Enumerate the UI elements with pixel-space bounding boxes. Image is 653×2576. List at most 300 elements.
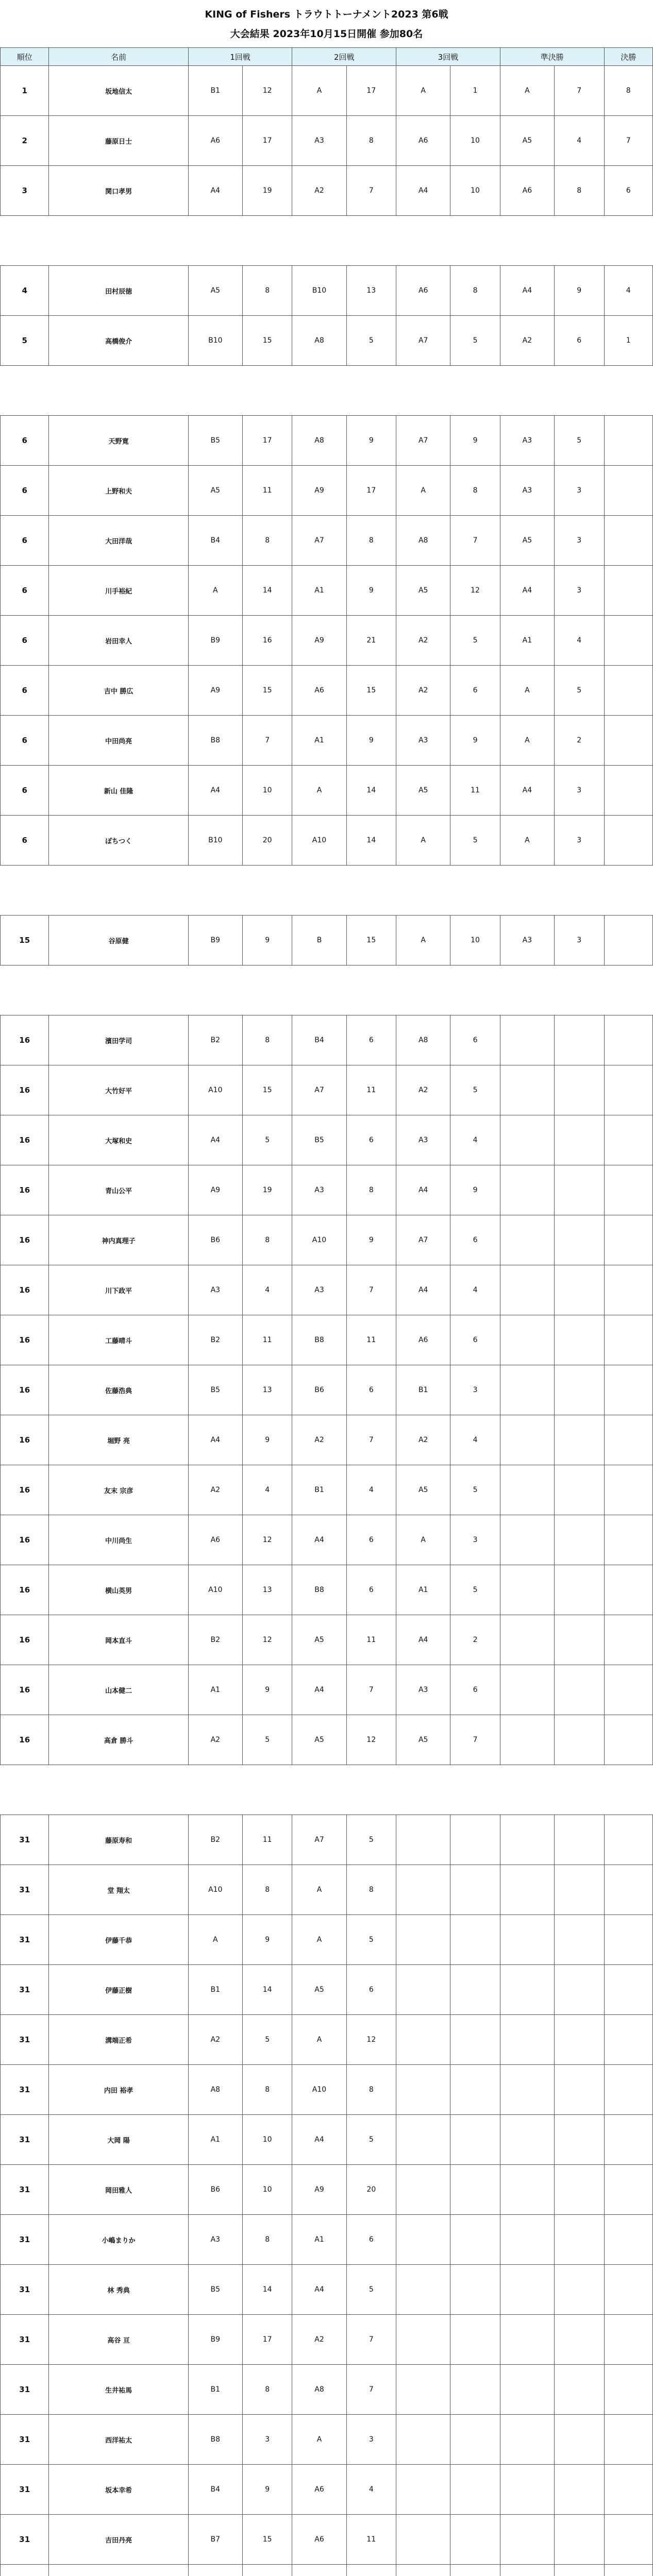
round2-count-cell: 12 — [346, 2015, 396, 2065]
final-count-cell — [604, 416, 653, 466]
final-count-cell — [604, 1115, 653, 1165]
round1-count-cell: 11 — [242, 1315, 292, 1365]
table-row — [1, 2265, 653, 2315]
round1-area-cell: A10 — [188, 1065, 242, 1115]
round1-count-cell: 5 — [242, 2015, 292, 2065]
round2-count-cell: 5 — [346, 1915, 396, 1965]
round3-area-cell: A5 — [396, 566, 450, 616]
semifinal-area-cell — [500, 1215, 554, 1265]
semifinal-count-cell: 9 — [554, 266, 604, 316]
final-count-cell — [604, 2415, 653, 2465]
round2-area-cell: A — [292, 66, 346, 116]
round2-count-cell: 9 — [346, 1215, 396, 1265]
round2-area-cell: A1 — [292, 2215, 346, 2265]
round3-area-cell — [396, 2215, 450, 2265]
round3-count-cell: 4 — [450, 1115, 500, 1165]
round2-count-cell: 7 — [346, 166, 396, 216]
round1-area-cell: B8 — [188, 2415, 242, 2465]
round1-count-cell: 3 — [242, 2415, 292, 2465]
round3-count-cell — [450, 1815, 500, 1865]
round3-count-cell: 7 — [450, 1715, 500, 1765]
round3-area-cell: A — [396, 916, 450, 965]
final-count-cell: 8 — [604, 66, 653, 116]
page-title: KING of Fishers トラウトトーナメント2023 第6戦 — [205, 9, 448, 20]
round1-area-cell: A4 — [188, 1415, 242, 1465]
player-name-cell: 高谷 亘 — [49, 2315, 188, 2365]
round2-area-cell: A9 — [292, 616, 346, 666]
round3-area-cell — [396, 2265, 450, 2315]
rank-cell: 31 — [1, 2365, 49, 2415]
round1-area-cell: B1 — [188, 2365, 242, 2415]
semifinal-count-cell — [554, 2115, 604, 2165]
rank-cell: 3 — [1, 166, 49, 216]
round2-area-cell: A10 — [292, 2065, 346, 2115]
rank-cell: 16 — [1, 1015, 49, 1065]
rank-cell: 31 — [1, 2065, 49, 2115]
round2-count-cell: 11 — [346, 2515, 396, 2565]
round2-count-cell: 4 — [346, 2465, 396, 2515]
rank-cell: 2 — [1, 116, 49, 166]
round3-count-cell: 12 — [450, 566, 500, 616]
table-row — [1, 1165, 653, 1215]
round3-count-cell — [450, 2015, 500, 2065]
table-row — [1, 666, 653, 716]
round2-count-cell: 21 — [346, 616, 396, 666]
table-row — [1, 2565, 653, 2576]
round2-count-cell: 9 — [346, 416, 396, 466]
round1-count-cell: 13 — [242, 1565, 292, 1615]
round3-area-cell: A5 — [396, 1465, 450, 1515]
semifinal-count-cell: 3 — [554, 466, 604, 516]
round2-area-cell: A1 — [292, 716, 346, 766]
round3-count-cell: 7 — [450, 516, 500, 566]
semifinal-count-cell — [554, 1515, 604, 1565]
round3-area-cell — [396, 2165, 450, 2215]
round1-count-cell: 8 — [242, 2065, 292, 2115]
round2-count-cell: 7 — [346, 1265, 396, 1315]
group-separator — [1, 216, 653, 266]
round2-count-cell: 5 — [346, 2265, 396, 2315]
semifinal-count-cell — [554, 2065, 604, 2115]
semifinal-area-cell: A4 — [500, 266, 554, 316]
table-row — [1, 1215, 653, 1265]
round3-area-cell: A5 — [396, 766, 450, 816]
round3-count-cell — [450, 2515, 500, 2565]
title-block — [0, 0, 653, 47]
round2-area-cell: A6 — [292, 2515, 346, 2565]
round1-area-cell: B4 — [188, 2465, 242, 2515]
round2-area-cell: B6 — [292, 1365, 346, 1415]
group-separator — [1, 1765, 653, 1815]
column-header-name: 名前 — [49, 48, 188, 66]
round1-count-cell: 20 — [242, 816, 292, 866]
round1-area-cell: B5 — [188, 2265, 242, 2315]
round2-area-cell: A3 — [292, 116, 346, 166]
final-count-cell — [604, 516, 653, 566]
round2-count-cell: 4 — [346, 1465, 396, 1515]
round1-count-cell: 8 — [242, 2215, 292, 2265]
semifinal-area-cell — [500, 2165, 554, 2215]
rank-cell: 31 — [1, 1815, 49, 1865]
round2-area-cell: A — [292, 766, 346, 816]
round2-count-cell: 9 — [346, 566, 396, 616]
round3-count-cell: 5 — [450, 616, 500, 666]
player-name-cell — [49, 2565, 188, 2576]
round2-area-cell: A2 — [292, 2315, 346, 2365]
round1-count-cell: 12 — [242, 1615, 292, 1665]
round3-area-cell: A6 — [396, 116, 450, 166]
round3-area-cell — [396, 2415, 450, 2465]
rank-cell: 6 — [1, 566, 49, 616]
round2-count-cell: 17 — [346, 466, 396, 516]
final-count-cell — [604, 1415, 653, 1465]
semifinal-count-cell: 2 — [554, 716, 604, 766]
round1-area-cell: A8 — [188, 2065, 242, 2115]
rank-cell: 16 — [1, 1715, 49, 1765]
round3-area-cell: A — [396, 466, 450, 516]
semifinal-area-cell: A — [500, 816, 554, 866]
semifinal-count-cell — [554, 1465, 604, 1515]
round3-area-cell — [396, 2465, 450, 2515]
player-name-cell: 大竹好平 — [49, 1065, 188, 1115]
final-count-cell — [604, 2315, 653, 2365]
round1-count-cell: 17 — [242, 2315, 292, 2365]
player-name-cell: 新山 佳隆 — [49, 766, 188, 816]
rank-cell: 16 — [1, 1515, 49, 1565]
round2-area-cell: B10 — [292, 266, 346, 316]
round1-count-cell: 9 — [242, 1665, 292, 1715]
table-row — [1, 66, 653, 116]
round3-count-cell: 6 — [450, 1015, 500, 1065]
round2-area-cell: A6 — [292, 2465, 346, 2515]
column-header-rank: 順位 — [1, 48, 49, 66]
semifinal-count-cell — [554, 1565, 604, 1615]
round1-area-cell: B2 — [188, 1015, 242, 1065]
round2-count-cell: 8 — [346, 516, 396, 566]
player-name-cell: 大田洋哉 — [49, 516, 188, 566]
round1-count-cell: 8 — [242, 1015, 292, 1065]
semifinal-area-cell — [500, 1015, 554, 1065]
column-header-final: 決勝 — [604, 48, 653, 66]
table-row — [1, 1615, 653, 1665]
round2-area-cell: A8 — [292, 316, 346, 366]
semifinal-count-cell — [554, 1665, 604, 1715]
final-count-cell — [604, 616, 653, 666]
round1-count-cell: 11 — [242, 1815, 292, 1865]
rank-cell: 31 — [1, 2165, 49, 2215]
round1-count-cell: 12 — [242, 66, 292, 116]
player-name-cell: 坂本幸希 — [49, 2465, 188, 2515]
rank-cell: 16 — [1, 1665, 49, 1715]
semifinal-area-cell — [500, 1165, 554, 1215]
round2-count-cell: 3 — [346, 2415, 396, 2465]
round2-area-cell: B4 — [292, 1015, 346, 1065]
final-count-cell — [604, 1915, 653, 1965]
round1-area-cell: A5 — [188, 266, 242, 316]
player-name-cell: 西洋祐太 — [49, 2415, 188, 2465]
semifinal-area-cell — [500, 1065, 554, 1115]
player-name-cell: 吉田丹亮 — [49, 2515, 188, 2565]
semifinal-area-cell — [500, 2465, 554, 2515]
round2-count-cell: 9 — [346, 716, 396, 766]
player-name-cell: 中田尚亮 — [49, 716, 188, 766]
final-count-cell — [604, 1365, 653, 1415]
semifinal-area-cell — [500, 1565, 554, 1615]
table-row — [1, 566, 653, 616]
semifinal-count-cell — [554, 2215, 604, 2265]
semifinal-count-cell — [554, 1615, 604, 1665]
semifinal-count-cell — [554, 2465, 604, 2515]
table-row — [1, 1565, 653, 1615]
table-row — [1, 1515, 653, 1565]
round2-count-cell: 6 — [346, 1365, 396, 1415]
group-separator — [1, 366, 653, 416]
table-row — [1, 116, 653, 166]
final-count-cell — [604, 2015, 653, 2065]
semifinal-count-cell: 4 — [554, 616, 604, 666]
round2-area-cell: A — [292, 1915, 346, 1965]
table-row — [1, 2365, 653, 2415]
round2-count-cell — [346, 2565, 396, 2576]
semifinal-area-cell: A — [500, 66, 554, 116]
player-name-cell: 岡本直斗 — [49, 1615, 188, 1665]
round3-count-cell: 9 — [450, 716, 500, 766]
round1-area-cell: B2 — [188, 1315, 242, 1365]
round1-count-cell: 19 — [242, 1165, 292, 1215]
final-count-cell — [604, 1265, 653, 1315]
semifinal-count-cell — [554, 2315, 604, 2365]
round3-area-cell: A3 — [396, 1115, 450, 1165]
round3-area-cell: A3 — [396, 1665, 450, 1715]
semifinal-area-cell — [500, 1665, 554, 1715]
table-row — [1, 1715, 653, 1765]
round2-area-cell: A5 — [292, 1715, 346, 1765]
table-row — [1, 416, 653, 466]
round1-count-cell: 16 — [242, 616, 292, 666]
rank-cell: 6 — [1, 616, 49, 666]
round3-area-cell — [396, 2115, 450, 2165]
semifinal-area-cell — [500, 2365, 554, 2415]
round1-count-cell: 9 — [242, 2465, 292, 2515]
semifinal-area-cell — [500, 2215, 554, 2265]
player-name-cell: 田村辰徳 — [49, 266, 188, 316]
rank-cell: 1 — [1, 66, 49, 116]
semifinal-area-cell — [500, 1465, 554, 1515]
round2-area-cell: B8 — [292, 1565, 346, 1615]
round2-area-cell: A — [292, 2415, 346, 2465]
semifinal-count-cell: 5 — [554, 666, 604, 716]
rank-cell: 31 — [1, 1915, 49, 1965]
final-count-cell — [604, 1615, 653, 1665]
semifinal-count-cell: 5 — [554, 416, 604, 466]
final-count-cell — [604, 466, 653, 516]
round3-area-cell: A2 — [396, 666, 450, 716]
round3-area-cell: A4 — [396, 1615, 450, 1665]
semifinal-count-cell — [554, 1265, 604, 1315]
round1-area-cell: B10 — [188, 316, 242, 366]
round3-area-cell: A4 — [396, 1165, 450, 1215]
semifinal-count-cell — [554, 2415, 604, 2465]
round3-count-cell — [450, 2065, 500, 2115]
rank-cell: 6 — [1, 666, 49, 716]
round1-area-cell: A1 — [188, 2115, 242, 2165]
table-row — [1, 316, 653, 366]
semifinal-area-cell — [500, 1915, 554, 1965]
round3-area-cell — [396, 2565, 450, 2576]
player-name-cell: 高橋俊介 — [49, 316, 188, 366]
round1-count-cell: 14 — [242, 1965, 292, 2015]
round2-area-cell: A4 — [292, 1665, 346, 1715]
semifinal-area-cell — [500, 2565, 554, 2576]
semifinal-count-cell: 3 — [554, 816, 604, 866]
round2-area-cell: B5 — [292, 1115, 346, 1165]
round1-count-cell: 14 — [242, 566, 292, 616]
round3-count-cell: 6 — [450, 1315, 500, 1365]
player-name-cell: 藤原寿和 — [49, 1815, 188, 1865]
final-count-cell — [604, 2565, 653, 2576]
semifinal-count-cell: 3 — [554, 566, 604, 616]
round1-count-cell: 5 — [242, 1115, 292, 1165]
round1-count-cell: 12 — [242, 1515, 292, 1565]
rank-cell: 31 — [1, 2515, 49, 2565]
semifinal-area-cell — [500, 1965, 554, 2015]
semifinal-area-cell — [500, 2415, 554, 2465]
round3-area-cell: A7 — [396, 316, 450, 366]
round2-count-cell: 17 — [346, 66, 396, 116]
page-subtitle: 大会結果 2023年10月15日開催 参加80名 — [230, 28, 423, 40]
semifinal-area-cell — [500, 1415, 554, 1465]
round1-area-cell: B9 — [188, 2315, 242, 2365]
semifinal-count-cell — [554, 2265, 604, 2315]
round1-area-cell: B9 — [188, 916, 242, 965]
table-row — [1, 816, 653, 866]
rank-cell: 6 — [1, 516, 49, 566]
rank-cell: 16 — [1, 1465, 49, 1515]
final-count-cell — [604, 1015, 653, 1065]
round1-area-cell: B5 — [188, 1365, 242, 1415]
round2-count-cell: 8 — [346, 2065, 396, 2115]
round3-area-cell: A — [396, 1515, 450, 1565]
table-row — [1, 1415, 653, 1465]
round1-count-cell: 8 — [242, 516, 292, 566]
final-count-cell — [604, 1465, 653, 1515]
table-row — [1, 2215, 653, 2265]
round1-area-cell: A1 — [188, 1665, 242, 1715]
results-table-body — [1, 66, 653, 2576]
round3-area-cell: A8 — [396, 1015, 450, 1065]
rank-cell: 31 — [1, 2215, 49, 2265]
final-count-cell — [604, 2065, 653, 2115]
semifinal-count-cell: 3 — [554, 916, 604, 965]
round1-area-cell: A9 — [188, 666, 242, 716]
round1-area-cell: A4 — [188, 766, 242, 816]
round3-count-cell: 9 — [450, 1165, 500, 1215]
player-name-cell: 青山公平 — [49, 1165, 188, 1215]
round2-area-cell: A4 — [292, 1515, 346, 1565]
rank-cell — [1, 2565, 49, 2576]
semifinal-count-cell — [554, 1815, 604, 1865]
final-count-cell — [604, 1665, 653, 1715]
table-row — [1, 1865, 653, 1915]
semifinal-count-cell — [554, 1415, 604, 1465]
round1-area-cell: B6 — [188, 2165, 242, 2215]
group-separator — [1, 866, 653, 916]
round1-count-cell: 17 — [242, 416, 292, 466]
round1-area-cell: B8 — [188, 716, 242, 766]
semifinal-area-cell: A3 — [500, 916, 554, 965]
semifinal-area-cell — [500, 1515, 554, 1565]
round3-count-cell: 1 — [450, 66, 500, 116]
table-row — [1, 1815, 653, 1865]
semifinal-area-cell: A5 — [500, 516, 554, 566]
table-row — [1, 1665, 653, 1715]
round3-count-cell: 9 — [450, 416, 500, 466]
player-name-cell: ぽちつく — [49, 816, 188, 866]
round2-area-cell: A10 — [292, 816, 346, 866]
round2-area-cell: B1 — [292, 1465, 346, 1515]
round1-area-cell: A2 — [188, 2015, 242, 2065]
table-row — [1, 1015, 653, 1065]
round2-count-cell: 11 — [346, 1065, 396, 1115]
semifinal-count-cell: 3 — [554, 766, 604, 816]
round3-count-cell: 6 — [450, 666, 500, 716]
round3-count-cell: 3 — [450, 1515, 500, 1565]
round2-count-cell: 5 — [346, 316, 396, 366]
round1-count-cell: 8 — [242, 2365, 292, 2415]
rank-cell: 31 — [1, 2415, 49, 2465]
table-row — [1, 616, 653, 666]
final-count-cell — [604, 666, 653, 716]
group-separator-cell — [1, 866, 653, 916]
round1-count-cell: 10 — [242, 2165, 292, 2215]
round2-count-cell: 7 — [346, 1665, 396, 1715]
round2-count-cell: 5 — [346, 1815, 396, 1865]
round3-count-cell: 10 — [450, 116, 500, 166]
round2-area-cell: A — [292, 1865, 346, 1915]
round2-area-cell: B8 — [292, 1315, 346, 1365]
round1-area-cell: B2 — [188, 1615, 242, 1665]
semifinal-count-cell — [554, 2565, 604, 2576]
round1-area-cell: A — [188, 1915, 242, 1965]
rank-cell: 16 — [1, 1165, 49, 1215]
group-separator-cell — [1, 1765, 653, 1815]
semifinal-area-cell — [500, 2515, 554, 2565]
round3-area-cell: A — [396, 66, 450, 116]
player-name-cell: 佐藤浩典 — [49, 1365, 188, 1415]
round3-area-cell: A8 — [396, 516, 450, 566]
round1-area-cell: A10 — [188, 1565, 242, 1615]
table-row — [1, 916, 653, 965]
player-name-cell: 上野和夫 — [49, 466, 188, 516]
final-count-cell — [604, 1865, 653, 1915]
player-name-cell: 堀野 亮 — [49, 1415, 188, 1465]
player-name-cell: 友末 宗彦 — [49, 1465, 188, 1515]
semifinal-count-cell — [554, 2515, 604, 2565]
group-separator-cell — [1, 366, 653, 416]
round3-area-cell — [396, 1965, 450, 2015]
round1-count-cell: 9 — [242, 1915, 292, 1965]
rank-cell: 16 — [1, 1265, 49, 1315]
rank-cell: 4 — [1, 266, 49, 316]
rank-cell: 16 — [1, 1615, 49, 1665]
table-row — [1, 2015, 653, 2065]
round3-count-cell: 4 — [450, 1415, 500, 1465]
final-count-cell — [604, 2115, 653, 2165]
round3-count-cell — [450, 2115, 500, 2165]
final-count-cell — [604, 1065, 653, 1115]
final-count-cell — [604, 2515, 653, 2565]
round3-area-cell: A3 — [396, 716, 450, 766]
